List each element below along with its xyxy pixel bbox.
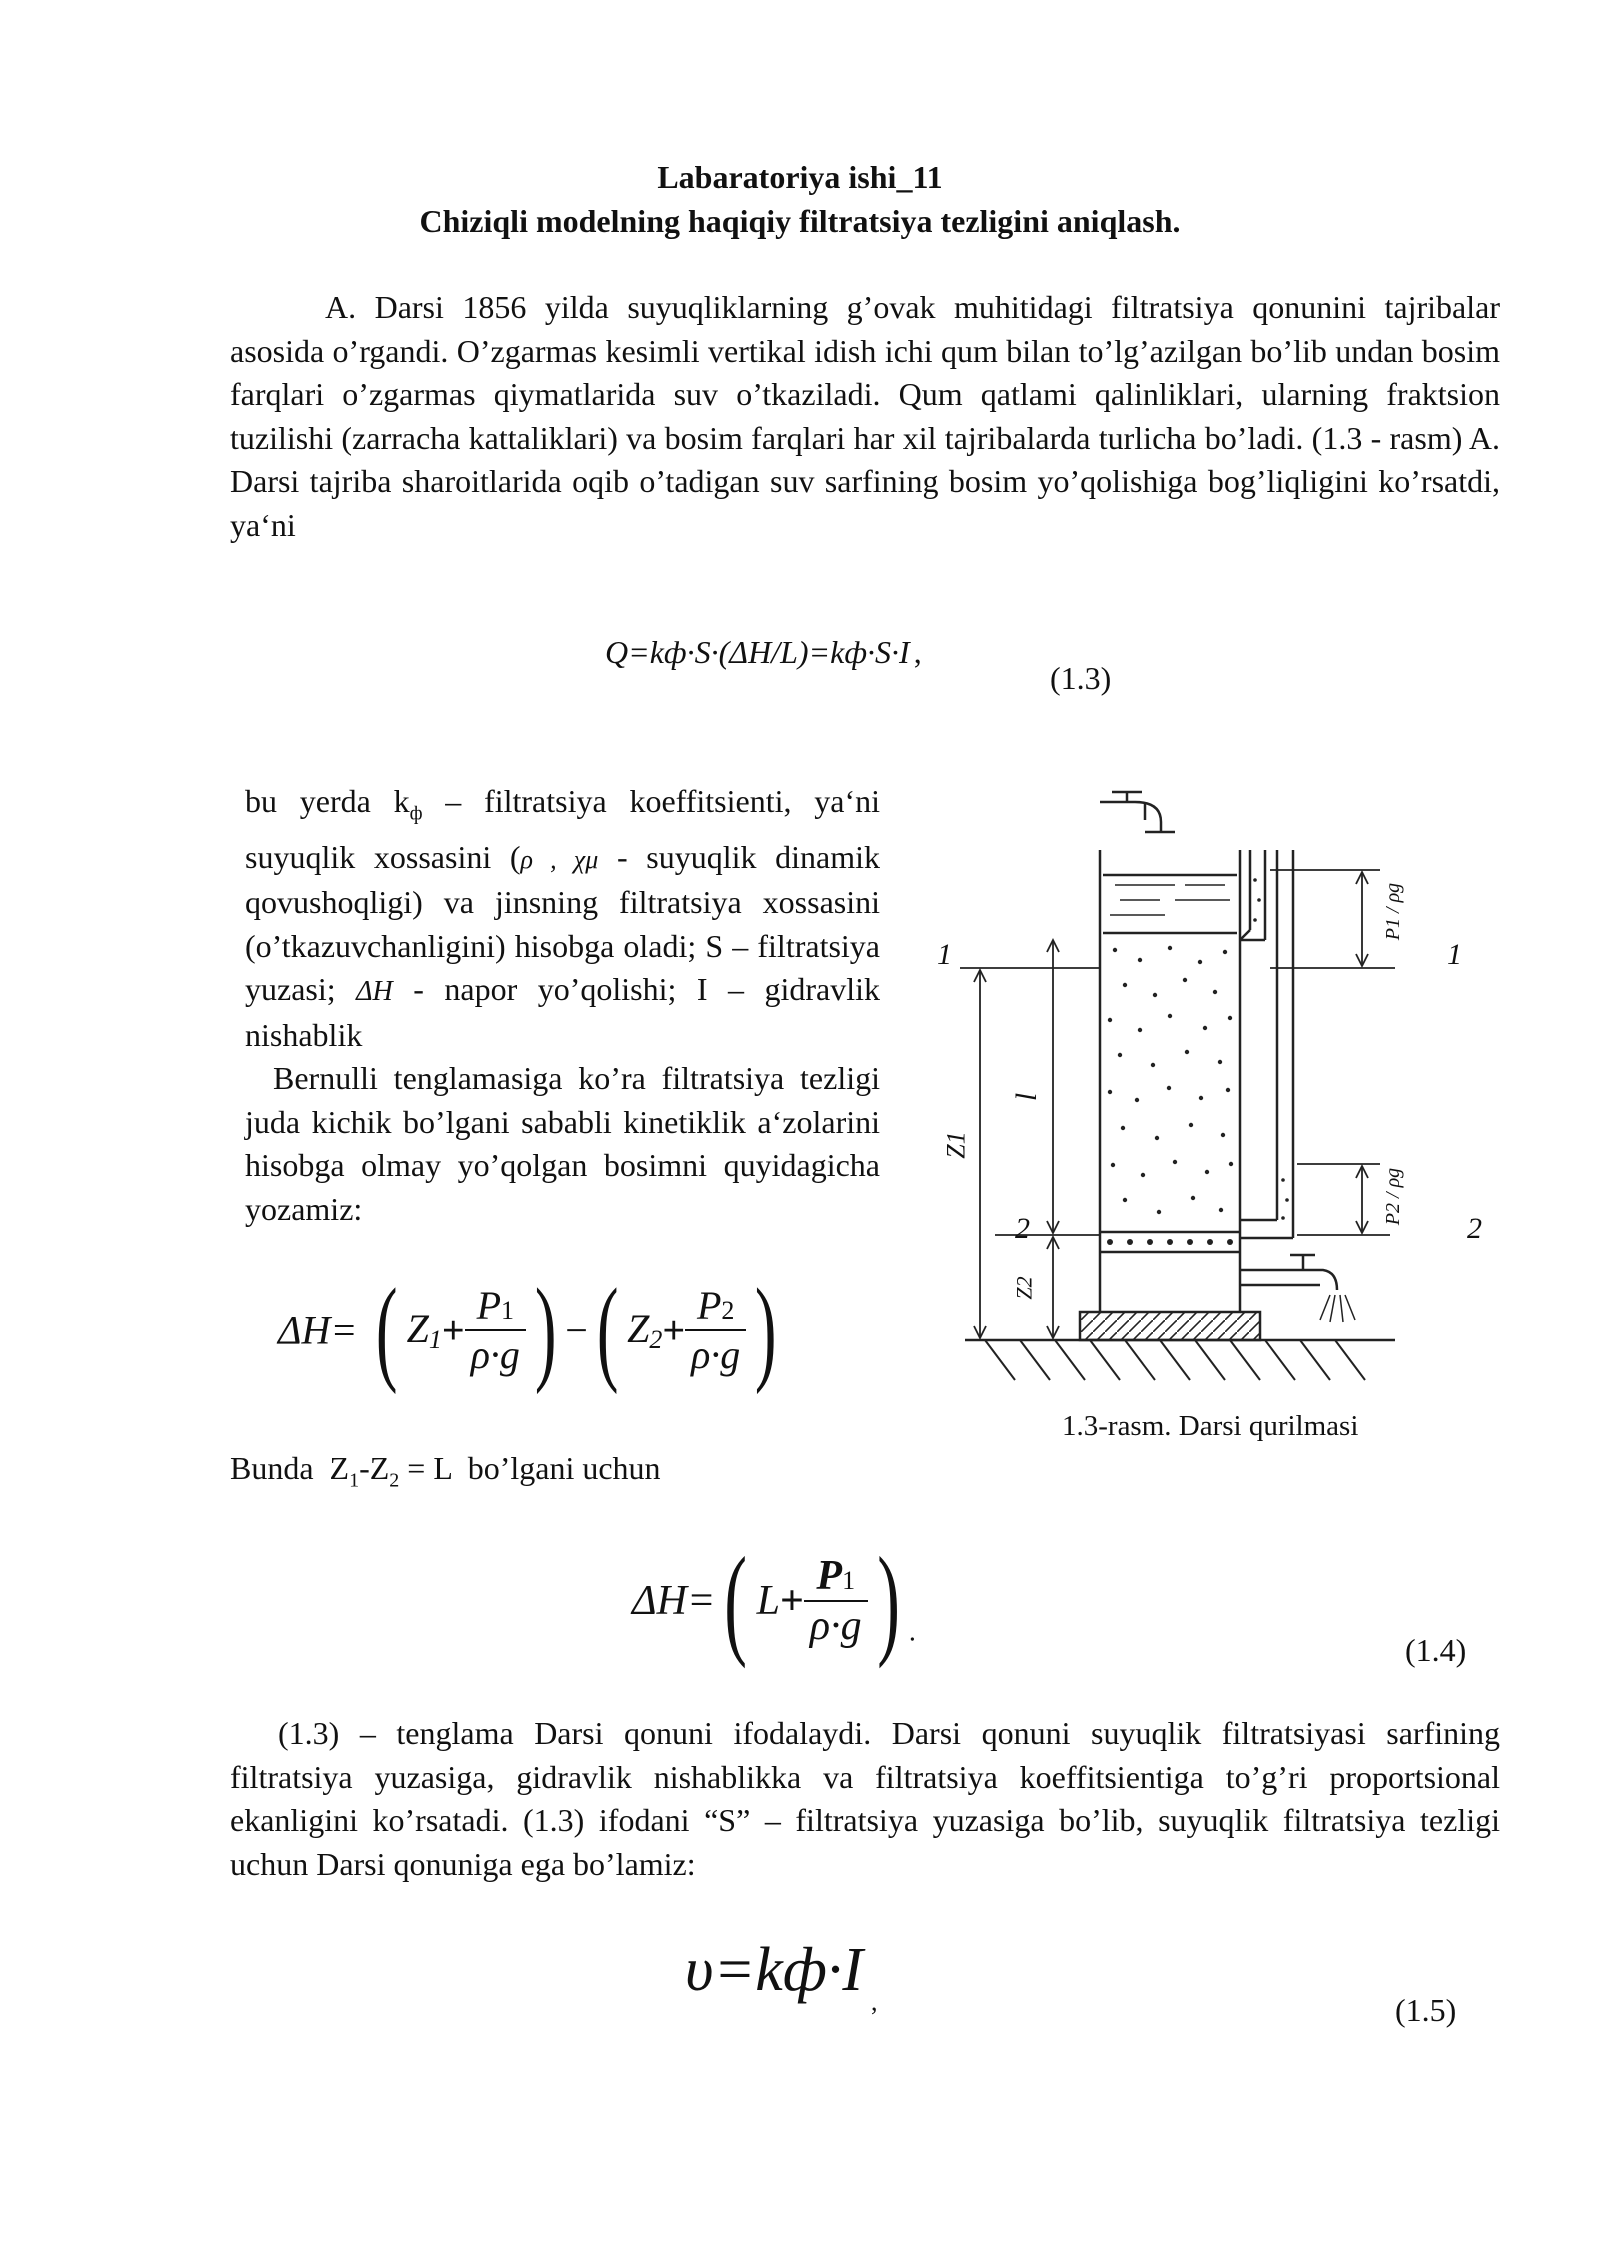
fraction-p1	[465, 1282, 526, 1378]
figure-label-1-left: 1	[937, 938, 952, 971]
intro-paragraph	[230, 286, 1500, 547]
fraction-eq14	[804, 1552, 868, 1650]
math-inline: ρ , χμ	[520, 844, 599, 874]
figure-caption: 1.3-rasm. Darsi qurilmasi	[1062, 1410, 1359, 1442]
bunda-line	[230, 1450, 661, 1492]
paren-open: (	[376, 1264, 398, 1395]
figure-label-2-left: 2	[1015, 1212, 1030, 1245]
eq-z2	[627, 1306, 663, 1354]
paren-open: (	[596, 1264, 619, 1395]
eq-p1-sub: 1	[501, 1296, 515, 1325]
paragraph-3-text: (1.3) – tenglama Darsi qonuni ifodalaydi. Darsi qonuni suyuqlik filtratsiyasi sarfining filtratsiya yuzasiga, gidravlik nishablikka va filtratsiya koeffitsientiga to’g’ri proportsional ekanligini ko’rsatadi. (1.3) ifodani “S” – filtratsiya yuzasiga bo’lib, suyuqlik filtratsiya tezligi uchun Darsi qonuniga ega bo’lamiz:	[230, 1715, 1500, 1882]
left-column-text	[245, 780, 880, 1231]
title-line-1: Labaratoriya ishi_11	[657, 159, 943, 195]
equation-1-5-number: (1.5)	[1395, 1992, 1457, 2028]
paren-open: (	[724, 1532, 748, 1669]
eq-lhs: ΔH=	[278, 1307, 358, 1353]
left-paragraph-1	[245, 780, 880, 1057]
text-subscript: 1	[349, 1469, 360, 1492]
text-fragment: – filtratsiya koeffitsienti, ya‘ni suyuqlik xossasini (	[245, 783, 880, 875]
eq14-dot: .	[908, 1616, 916, 1648]
fraction-num	[804, 1552, 868, 1602]
equation-1-5-formula: υ=kф·I	[685, 1936, 863, 2004]
text-fragment: - napor yo’qolishi; I – gidravlik nishablik	[245, 971, 881, 1053]
paren-close: )	[755, 1264, 777, 1395]
intro-text: A. Darsi 1856 yilda suyuqliklarning g’ovak muhitidagi filtratsiya qonunini tajribalar asosida o’rgandi. O’zgarmas kesimli vertikal idish ichi qum bilan to’lg’azilgan bo’lib undan bosim farqlari o’zgarmas qiymatlarida suv o’tkaziladi. Qum qatlami qalinliklari, ularning fraktsion tuzilishi (zarracha kattaliklari) va bosim farqlari har xil tajribalarda turlicha bo’ladi. (1.3 - rasm) A. Darsi tajriba sharoitlarida oqib o’tadigan suv sarfining bosim yo’qolishiga bog’liqligini ko’rsatdi, ya‘ni	[230, 289, 1500, 543]
fraction-num	[685, 1282, 746, 1331]
equation-1-4-number: (1.4)	[1405, 1632, 1467, 1668]
eq-z1-symbol: Z	[406, 1306, 429, 1351]
eq14-lhs: ΔH=	[632, 1578, 716, 1624]
equation-delta-h	[278, 1262, 786, 1398]
fraction-den: ρ·g	[809, 1603, 862, 1649]
figure-label-p1: P1 / ρg	[1382, 882, 1405, 941]
text-subscript: 2	[389, 1469, 400, 1492]
figure-label-l: l	[1010, 1092, 1044, 1102]
text-subscript: ф	[409, 802, 423, 825]
eq-plus: +	[662, 1307, 686, 1353]
text-fragment: -Z	[359, 1450, 390, 1486]
equation-1-3-number: (1.3)	[1050, 660, 1112, 696]
fraction-p2	[685, 1282, 746, 1378]
text-fragment: bu yerda k	[245, 783, 410, 819]
eq14-plus: +	[779, 1578, 804, 1624]
eq-p2-sub: 2	[721, 1296, 735, 1325]
darcy-apparatus-drawing	[925, 780, 1545, 1400]
equation-1-4	[632, 1530, 916, 1672]
text-fragment: = L bo’lgani uchun	[399, 1450, 661, 1486]
paren-close: )	[876, 1532, 900, 1669]
paren-close: )	[534, 1264, 557, 1395]
equation-1-5-comma: ,	[870, 1987, 878, 2016]
eq14-p-sub: 1	[842, 1566, 856, 1595]
equation-1-3-formula: Q=kф·S·(ΔH/L)=kф·S·I	[605, 634, 910, 670]
fraction-num	[465, 1282, 526, 1331]
left-paragraph-2: Bernulli tenglamasiga ko’ra filtratsiya tezligi juda kichik bo’lgani sababli kinetiklik a‘zolarini hisobga olmay yo’qolgan bosimni quyidagicha yozamiz:	[245, 1060, 880, 1227]
paragraph-3	[230, 1712, 1500, 1886]
math-inline: ΔH	[356, 976, 393, 1008]
equation-1-3	[605, 634, 922, 671]
darcy-apparatus-figure	[925, 780, 1545, 1400]
fraction-den: ρ·g	[691, 1332, 741, 1377]
eq-z1-sub: 1	[428, 1325, 442, 1354]
eq-plus: +	[441, 1307, 465, 1353]
fraction-den: ρ·g	[470, 1332, 520, 1377]
eq-p1: P	[476, 1283, 502, 1328]
eq-z1	[406, 1306, 442, 1354]
eq-minus: −	[565, 1307, 588, 1353]
figure-label-p2: P2 / ρg	[1382, 1167, 1405, 1226]
eq-p2: P	[696, 1283, 722, 1328]
eq-z2-symbol: Z	[627, 1306, 650, 1351]
equation-1-3-comma: ,	[913, 634, 922, 670]
text-fragment: - suyuqlik dinamik qovushoqligi) va jinsning filtratsiya xossasini (o’tkazuvchanligini) hisobga oladi; S – filtratsiya yuzasi;	[245, 838, 881, 1008]
eq14-L: L	[756, 1578, 780, 1624]
eq-z2-sub: 2	[649, 1325, 663, 1354]
text-fragment: Bunda Z	[230, 1450, 350, 1486]
figure-label-z1: Z1	[941, 1131, 971, 1159]
equation-1-5	[685, 1935, 877, 2017]
eq14-p: P	[816, 1553, 843, 1599]
figure-label-1-right: 1	[1447, 938, 1462, 971]
figure-label-z2: Z2	[1011, 1276, 1037, 1300]
figure-label-2-right: 2	[1467, 1212, 1482, 1245]
title-line-2: Chiziqli modelning haqiqiy filtratsiya tezligini aniqlash.	[419, 203, 1181, 239]
